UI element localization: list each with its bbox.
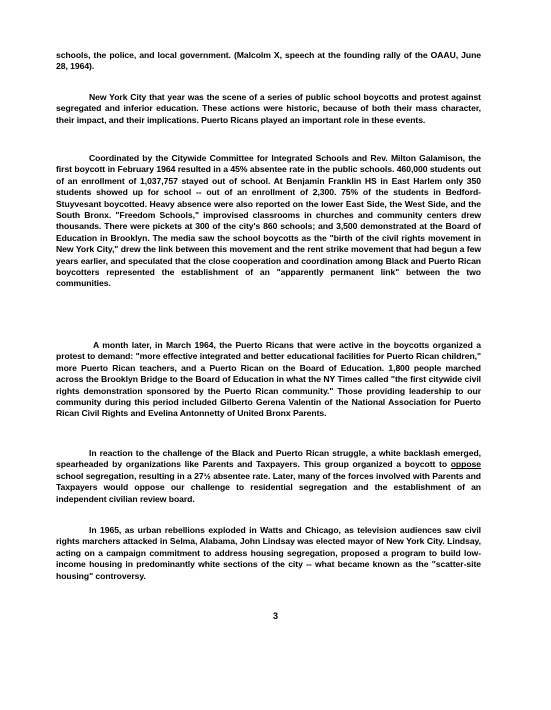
paragraph-march-1964-protest: A month later, in March 1964, the Puerto Ricans that were active in the boycotts organized a protest to demand: "more effective integrated and better educational facilities for Puerto Rican children," more Puerto Rican teachers, and a Puerto Rican on the Board of Education. 1,800 people marched across the Brooklyn Bridge to the Board of Education in what the NY Times called "the first citywide civil rights demonstration sponsored by the Puerto Rican community." Those providing leadership to our community during this period included Gilberto Gerena Valentin of the National Association for Puerto Rican Civil Rights and Evelina Antonnetty of United Bronx Parents. [56,340,481,419]
paragraph-school-boycotts-intro: New York City that year was the scene of a series of public school boycotts and protest against segregated and inferior education. These actions were historic, because of both their mass character, their impact, and their implications. Puerto Ricans played an important role in these events. [56,92,481,125]
paragraph-first-boycott: Coordinated by the Citywide Committee for Integrated Schools and Rev. Milton Galamison, the first boycott in February 1964 resulted in a 45% absentee rate in the public schools. 460,000 students out of an enrollment of 1,037,757 stayed out of school. At Benjamin Franklin HS in East Harlem only 350 students showed up for school -- out of an enrollment of 2,300. 75% of the students in Bedford-Stuyvesant boycotted. Heavy absence were also reported on the lower East Side, the West Side, and the South Bronx. "Freedom Schools," improvised classrooms in churches and community centers drew thousands. There were pickets at 300 of the city's 860 schools; and 3,500 demonstrated at the Board of Education in Brooklyn. The media saw the school boycotts as the "birth of the civil rights movement in New York City," drew the link between this movement and the rent strike movement that had begun a few years earlier, and speculated that the close cooperation and coordination among Black and Puerto Rican boycotters represented the establishment of an "apparently permanent link" between the two communities. [56,153,481,289]
paragraph-1965-lindsay: In 1965, as urban rebellions exploded in Watts and Chicago, as television audiences saw civil rights marchers attacked in Selma, Alabama, John Lindsay was elected mayor of New York City. Lindsay, acting on a campaign commitment to address housing segregation, proposed a program to build low-income housing in predominantly white sections of the city -- what became known as the "scatter-site housing" controversy. [56,525,481,581]
emphasized-word-oppose: oppose [450,459,481,470]
paragraph-white-backlash-part1: In reaction to the challenge of the Black and Puerto Rican struggle, a white backlash emerged, spearheaded by organizations like Parents and Taxpayers. This group organized a boycott to [56,448,481,470]
paragraph-malcolm-x-citation: schools, the police, and local government. (Malcolm X, speech at the founding rally of the OAAU, June 28, 1964). [56,50,481,72]
paragraph-white-backlash-part2: school segregation, resulting in a 27½ absentee rate. Later, many of the forces involved with Parents and Taxpayers would oppose our challenge to residential segregation and the establishment of an independent civilian review board. [56,470,481,504]
page-number: 3 [272,611,278,621]
paragraph-white-backlash [56,448,481,505]
